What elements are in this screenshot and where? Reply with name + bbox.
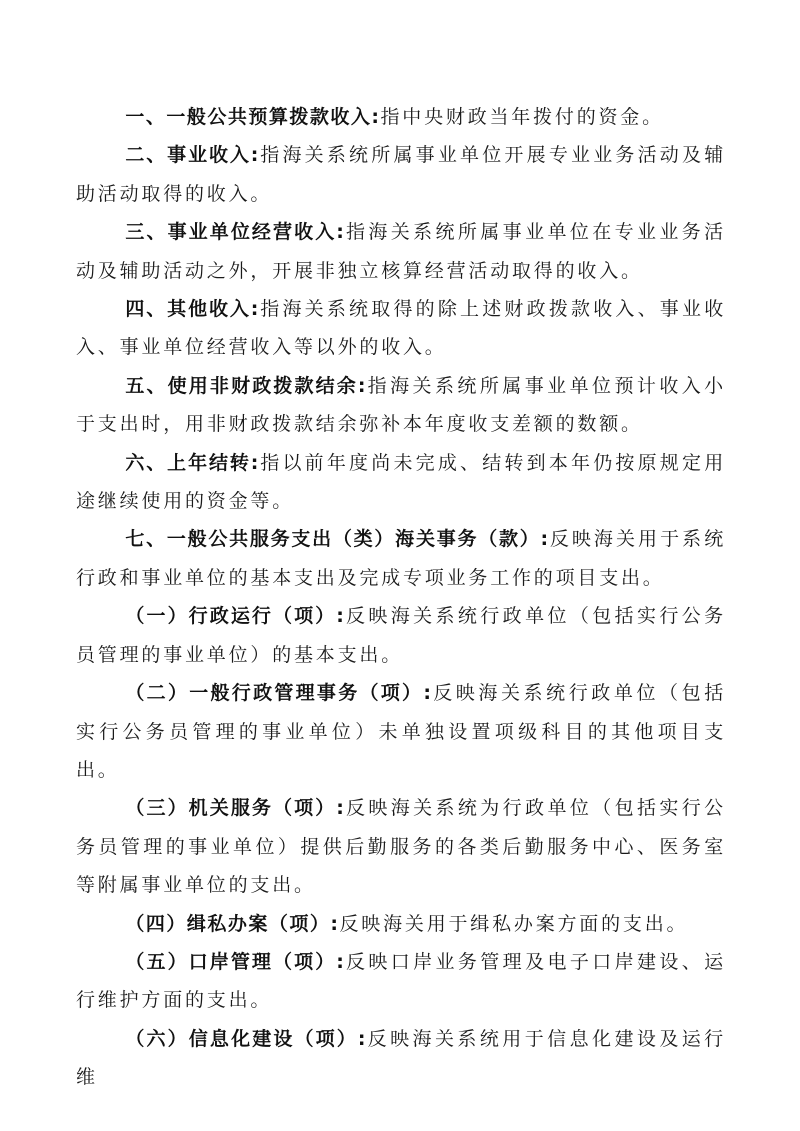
paragraph-prior-year-carryover (76, 444, 726, 521)
paragraph-customs-affairs-expenditure (76, 520, 726, 597)
paragraph-text: 反映海关用于系统行政和事业单位的基本支出及完成专项业务工作的项目支出。 (76, 528, 726, 589)
paragraph-term: （三）机关服务（项）: (125, 797, 346, 820)
paragraph-other-income (76, 290, 726, 367)
paragraph-administrative-operation (76, 597, 726, 674)
paragraph-term: 四、其他收入: (125, 298, 260, 321)
paragraph-term: 七、一般公共服务支出（类）海关事务（款）: (125, 528, 550, 551)
document-page (76, 98, 726, 1097)
paragraph-term: （六）信息化建设（项）: (125, 1027, 367, 1050)
paragraph-term: （一）行政运行（项）: (125, 605, 346, 628)
paragraph-term: 一、一般公共预算拨款收入: (125, 106, 381, 128)
paragraph-text: 反映海关用于缉私办案方面的支出。 (339, 912, 689, 935)
paragraph-term: 二、事业收入: (125, 144, 260, 167)
paragraph-text: 指海关系统所属事业单位开展专业业务活动及辅助活动取得的收入。 (76, 144, 726, 205)
paragraph-text: 指中央财政当年拨付的资金。 (380, 106, 664, 128)
paragraph-agency-services (76, 789, 726, 904)
paragraph-term: 五、使用非财政拨款结余: (125, 374, 367, 397)
paragraph-text: 指海关系统取得的除上述财政拨款收入、事业收入、事业单位经营收入等以外的收入。 (76, 298, 726, 359)
paragraph-anti-smuggling (76, 905, 726, 943)
paragraph-term: 六、上年结转: (125, 451, 260, 474)
paragraph-term: （四）缉私办案（项）: (125, 912, 340, 935)
paragraph-informatization (76, 1020, 726, 1097)
paragraph-text: 反映海关系统为行政单位（包括实行公务员管理的事业单位）提供后勤服务的各类后勤服务中心、医务室等附属事业单位的支出。 (76, 797, 726, 897)
paragraph-text: 指以前年度尚未完成、结转到本年仍按原规定用途继续使用的资金等。 (76, 451, 726, 513)
paragraph-text: 反映海关系统行政单位（包括实行公务员管理的事业单位）的基本支出。 (76, 605, 726, 666)
paragraph-general-administration (76, 674, 726, 789)
paragraph-text: 反映海关系统行政单位（包括实行公务员管理的事业单位）未单独设置项级科目的其他项目支出。 (76, 682, 726, 781)
paragraph-port-management (76, 943, 726, 1020)
paragraph-term: （二）一般行政管理事务（项）: (125, 682, 433, 705)
paragraph-non-fiscal-balance (76, 367, 726, 444)
paragraph-term: 三、事业单位经营收入: (125, 221, 346, 244)
paragraph-text: 反映海关系统用于信息化建设及运行维 (76, 1027, 726, 1089)
paragraph-business-income (76, 136, 726, 213)
paragraph-text: 指海关系统所属事业单位预计收入小于支出时，用非财政拨款结余弥补本年度收支差额的数额。 (76, 374, 726, 436)
paragraph-term: （五）口岸管理（项）: (125, 950, 346, 973)
paragraph-operating-income (76, 213, 726, 290)
paragraph-general-budget-income (76, 98, 726, 136)
paragraph-text: 反映口岸业务管理及电子口岸建设、运行维护方面的支出。 (76, 950, 726, 1012)
paragraph-text: 指海关系统所属事业单位在专业业务活动及辅助活动之外，开展非独立核算经营活动取得的收入。 (76, 221, 726, 282)
